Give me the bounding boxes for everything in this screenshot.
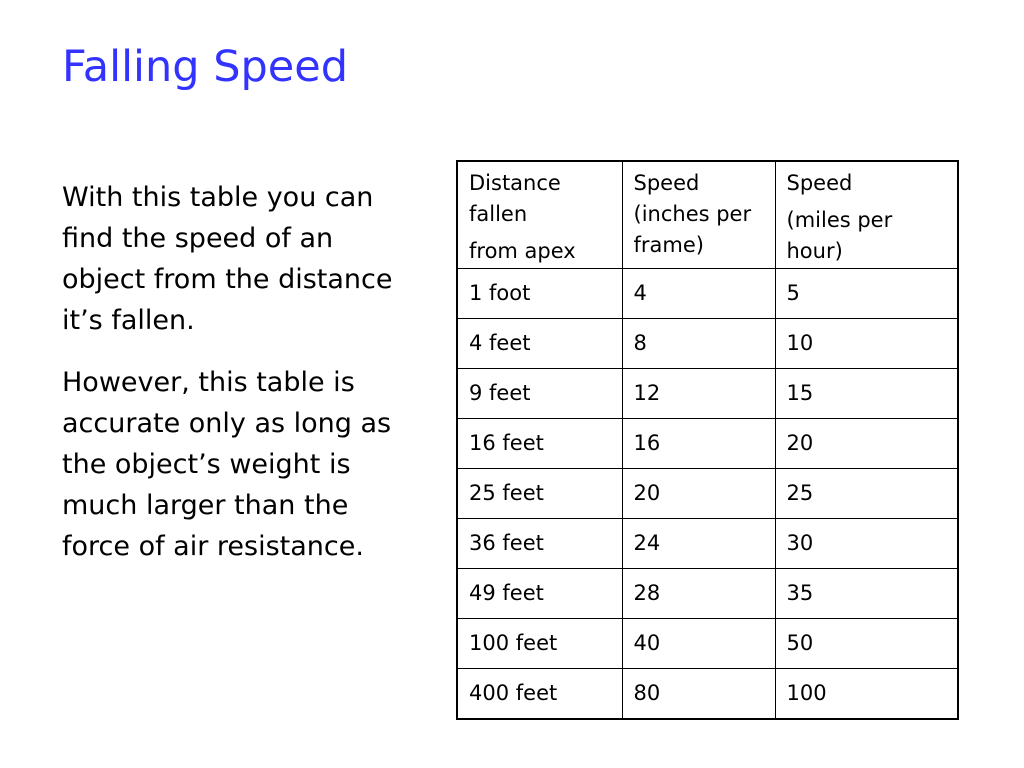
table-body [457, 268, 958, 719]
body-text [62, 177, 422, 567]
cell-speed-inches: 16 [622, 418, 775, 468]
cell-distance: 400 feet [457, 668, 622, 719]
header-speed-inches-line-3: frame) [633, 233, 704, 257]
cell-speed-inches: 80 [622, 668, 775, 719]
cell-distance: 9 feet [457, 368, 622, 418]
cell-speed-inches: 8 [622, 318, 775, 368]
header-speed-mph-line-3: hour) [786, 239, 843, 263]
cell-speed-inches: 28 [622, 568, 775, 618]
speed-table [456, 160, 959, 720]
table-row [457, 268, 958, 318]
cell-speed-mph: 50 [775, 618, 958, 668]
cell-distance: 25 feet [457, 468, 622, 518]
cell-speed-mph: 100 [775, 668, 958, 719]
paragraph-caveat: However, this table is accurate only as long as the object’s weight is much larger than the force of air resistance. [62, 367, 392, 562]
cell-distance: 16 feet [457, 418, 622, 468]
table-row [457, 368, 958, 418]
header-speed-mph [775, 161, 958, 268]
paragraph-intro: With this table you can find the speed of an object from the distance it’s fallen. [62, 182, 393, 336]
table-row [457, 468, 958, 518]
speed-table-container [456, 160, 959, 720]
table-row [457, 518, 958, 568]
header-speed-mph-line-2: (miles per [786, 208, 893, 232]
header-distance [457, 161, 622, 268]
header-speed-mph-line-1: Speed [786, 171, 853, 195]
cell-distance: 36 feet [457, 518, 622, 568]
cell-distance: 4 feet [457, 318, 622, 368]
cell-distance: 100 feet [457, 618, 622, 668]
cell-speed-mph: 25 [775, 468, 958, 518]
table-row [457, 418, 958, 468]
header-distance-line-2: fallen [469, 202, 528, 226]
header-row [457, 161, 958, 268]
cell-speed-mph: 10 [775, 318, 958, 368]
cell-speed-mph: 35 [775, 568, 958, 618]
cell-speed-inches: 12 [622, 368, 775, 418]
cell-speed-inches: 40 [622, 618, 775, 668]
table-row [457, 318, 958, 368]
table-row [457, 568, 958, 618]
header-speed-inches-line-1: Speed [633, 171, 700, 195]
header-distance-line-1: Distance [469, 171, 561, 195]
cell-distance: 1 foot [457, 268, 622, 318]
slide-title: Falling Speed [62, 42, 348, 92]
cell-speed-mph: 30 [775, 518, 958, 568]
cell-speed-mph: 15 [775, 368, 958, 418]
cell-speed-inches: 20 [622, 468, 775, 518]
table-header [457, 161, 958, 268]
header-distance-line-3: from apex [469, 239, 576, 263]
header-speed-inches [622, 161, 775, 268]
cell-speed-mph: 20 [775, 418, 958, 468]
cell-speed-mph: 5 [775, 268, 958, 318]
cell-speed-inches: 24 [622, 518, 775, 568]
header-speed-inches-line-2: (inches per [633, 202, 752, 226]
cell-speed-inches: 4 [622, 268, 775, 318]
table-row [457, 668, 958, 719]
cell-distance: 49 feet [457, 568, 622, 618]
table-row [457, 618, 958, 668]
